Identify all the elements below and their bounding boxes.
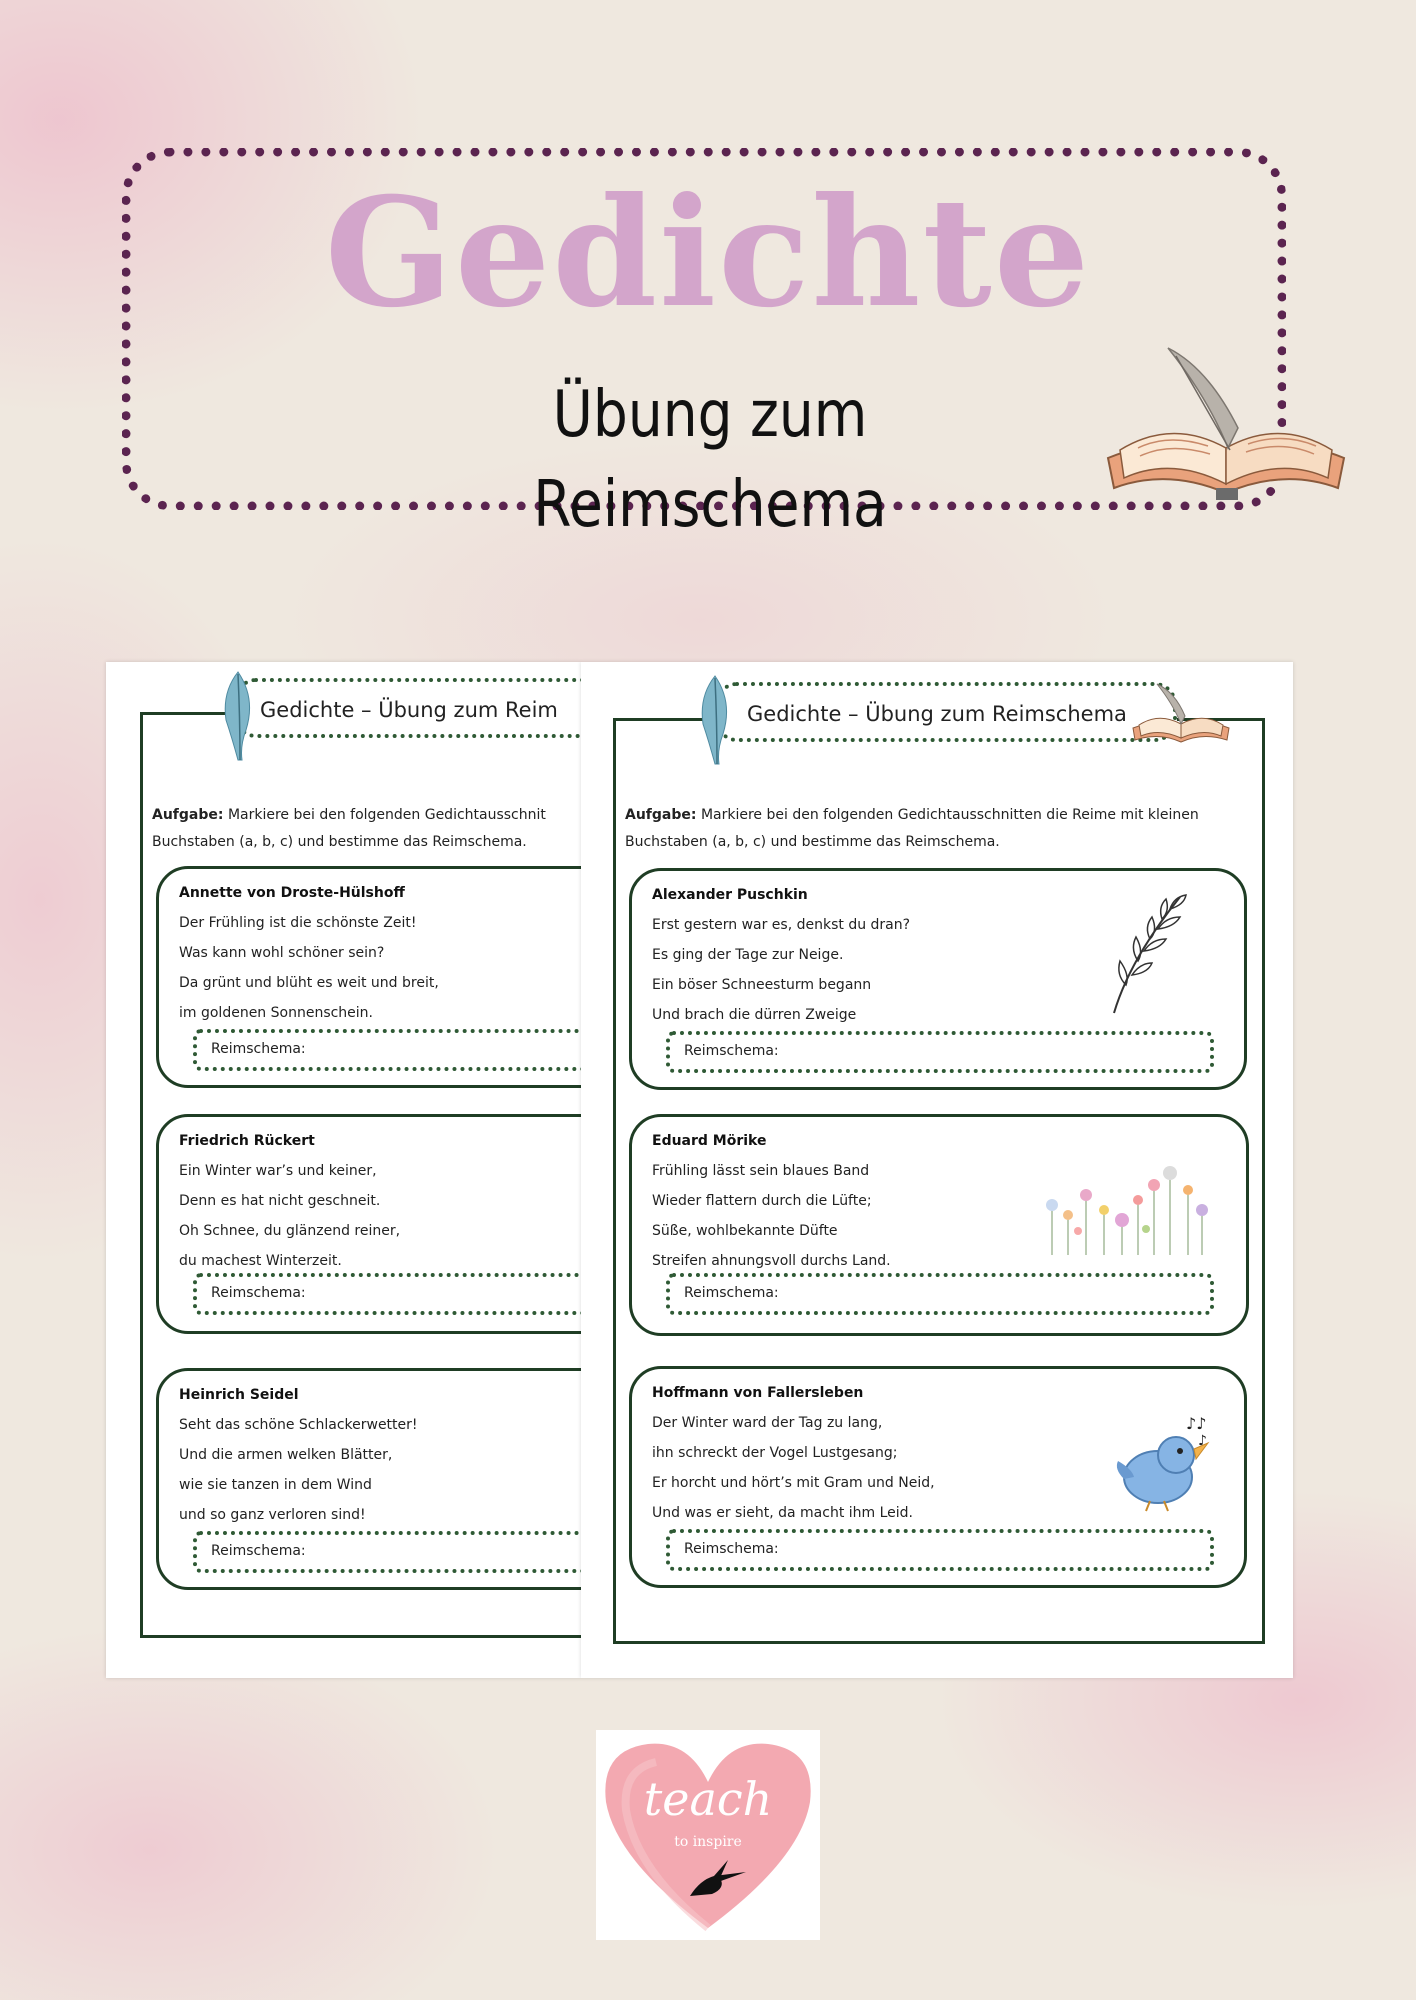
cover-title: Gedichte [324, 165, 1092, 341]
logo-badge [596, 1730, 820, 1940]
poem-line: Er horcht und hört’s mit Gram und Neid, [652, 1475, 935, 1491]
poem-author: Hoffmann von Fallersleben [652, 1385, 864, 1401]
task-line-2: Buchstaben (a, b, c) und bestimme das Reimschema. [625, 834, 1000, 850]
task-label: Aufgabe: [152, 807, 224, 823]
poem-line: und so ganz verloren sind! [179, 1507, 366, 1523]
logo-text-sub: to inspire [674, 1834, 742, 1850]
poem-line: Da grünt und blüht es weit und breit, [179, 975, 439, 991]
reimschema-label: Reimschema: [211, 1543, 306, 1559]
reimschema-label: Reimschema: [684, 1541, 779, 1557]
poem-line: Denn es hat nicht geschneit. [179, 1193, 381, 1209]
task-text [625, 802, 1253, 856]
task-line-1: Markiere bei den folgenden Gedichtausschnit [227, 807, 546, 823]
reimschema-answer-box[interactable] [666, 1273, 1214, 1315]
poem-line: Ein böser Schneesturm begann [652, 977, 872, 993]
poem-card [629, 1114, 1249, 1336]
book-quill-icon [1129, 680, 1233, 752]
task-label: Aufgabe: [625, 807, 697, 823]
poem-line: du machest Winterzeit. [179, 1253, 342, 1269]
poem-card [156, 1114, 581, 1334]
feather-icon [218, 668, 258, 763]
logo-text-main: teach [643, 1772, 773, 1826]
poem-card [629, 1366, 1247, 1588]
poem-author: Alexander Puschkin [652, 887, 808, 903]
reimschema-label: Reimschema: [211, 1285, 306, 1301]
worksheet-header-box [234, 678, 581, 738]
poem-line: Wieder flattern durch die Lüfte; [652, 1193, 872, 1209]
poem-line: Der Winter ward der Tag zu lang, [652, 1415, 883, 1431]
flowers-icon [1042, 1157, 1212, 1257]
reimschema-label: Reimschema: [684, 1043, 779, 1059]
poem-line: Erst gestern war es, denkst du dran? [652, 917, 911, 933]
poem-line: Was kann wohl schöner sein? [179, 945, 385, 961]
poem-author: Friedrich Rückert [179, 1133, 315, 1149]
poem-card [629, 868, 1247, 1090]
worksheet-header-title: Gedichte – Übung zum Reim [260, 698, 558, 722]
book-quill-icon [1098, 338, 1354, 523]
svg-text:♪: ♪ [1198, 1433, 1207, 1449]
singing-bird-icon [1110, 1409, 1220, 1519]
reimschema-answer-box[interactable] [193, 1531, 581, 1573]
reimschema-answer-box[interactable] [193, 1273, 581, 1315]
poem-line: wie sie tanzen in dem Wind [179, 1477, 372, 1493]
poem-line: Und was er sieht, da macht ihm Leid. [652, 1505, 913, 1521]
poem-line: Oh Schnee, du glänzend reiner, [179, 1223, 401, 1239]
task-text [152, 802, 581, 856]
poem-card [156, 1368, 581, 1590]
cover-subtitle: Übung zum Reimschema [533, 378, 887, 542]
task-line-1: Markiere bei den folgenden Gedichtausschnitten die Reime mit kleinen [700, 807, 1199, 823]
reimschema-answer-box[interactable] [193, 1029, 581, 1071]
worksheet-header-box [715, 682, 1177, 742]
poem-line: Und die armen welken Blätter, [179, 1447, 393, 1463]
task-line-2: Buchstaben (a, b, c) und bestimme das Reimschema. [152, 834, 527, 850]
branch-icon [1100, 889, 1190, 1019]
poem-line: Süße, wohlbekannte Düfte [652, 1223, 838, 1239]
svg-text:♪♪: ♪♪ [1186, 1414, 1207, 1433]
reimschema-answer-box[interactable] [666, 1031, 1214, 1073]
poem-line: Frühling lässt sein blaues Band [652, 1163, 870, 1179]
reimschema-label: Reimschema: [211, 1041, 306, 1057]
reimschema-answer-box[interactable] [666, 1529, 1214, 1571]
poem-line: im goldenen Sonnenschein. [179, 1005, 374, 1021]
poem-card [156, 866, 581, 1088]
poem-author: Heinrich Seidel [179, 1387, 299, 1403]
feather-icon [695, 672, 735, 767]
worksheet-header-title: Gedichte – Übung zum Reimschema [747, 702, 1127, 726]
poem-author: Annette von Droste-Hülshoff [179, 885, 405, 901]
poem-line: ihn schreckt der Vogel Lustgesang; [652, 1445, 898, 1461]
poem-line: Ein Winter war’s und keiner, [179, 1163, 377, 1179]
poem-line: Es ging der Tage zur Neige. [652, 947, 844, 963]
poem-line: Seht das schöne Schlackerwetter! [179, 1417, 418, 1433]
reimschema-label: Reimschema: [684, 1285, 779, 1301]
poem-line: Streifen ahnungsvoll durchs Land. [652, 1253, 891, 1269]
poem-line: Und brach die dürren Zweige [652, 1007, 857, 1023]
poem-author: Eduard Mörike [652, 1133, 767, 1149]
worksheet-page-front [581, 662, 1293, 1678]
poem-line: Der Frühling ist die schönste Zeit! [179, 915, 417, 931]
worksheet-page-back [106, 662, 581, 1678]
